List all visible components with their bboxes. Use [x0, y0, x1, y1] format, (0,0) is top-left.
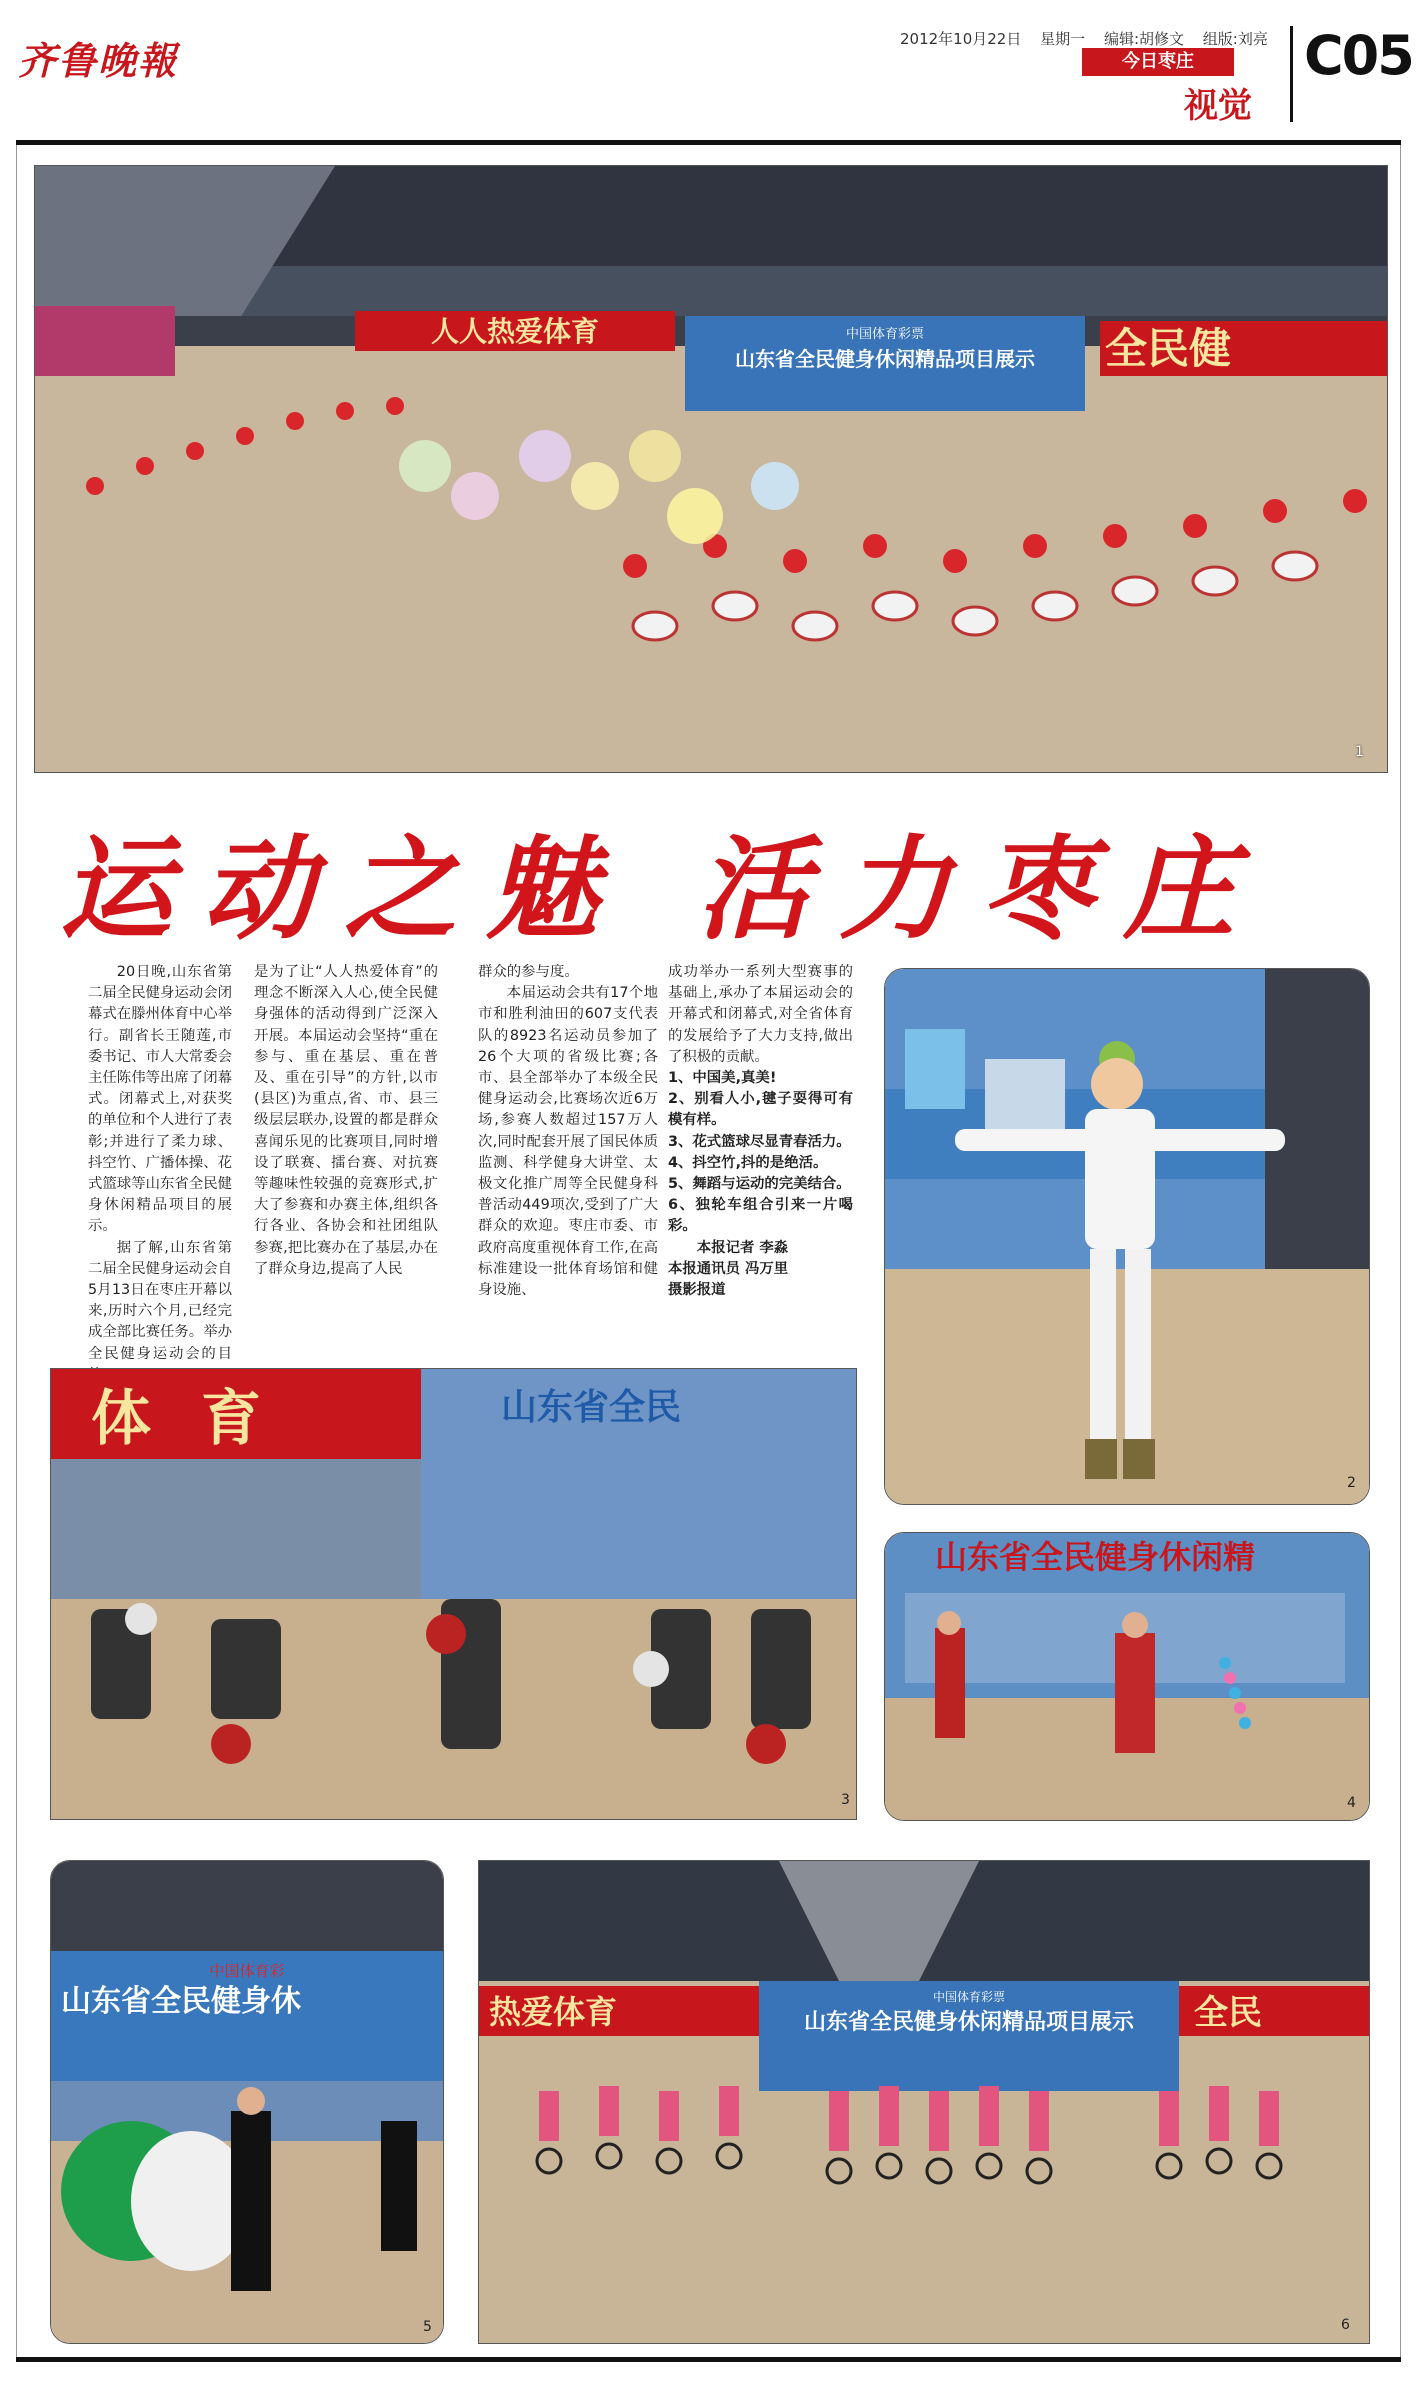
caption-item: 4、抖空竹,抖的是绝活。 — [668, 1154, 828, 1171]
photo-5-banner-top: 中国体育彩 — [209, 1962, 285, 1980]
paragraph: 成功举办一系列大型赛事的基础上,承办了本届运动会的开幕式和闭幕式,对全省体育的发展给予了大力支持,做出了积极的贡献。 — [668, 964, 853, 1065]
photo-unicycle — [478, 1860, 1370, 2344]
caption-item: 5、舞蹈与运动的完美结合。 — [668, 1176, 851, 1193]
caption-item: 6、独轮车组合引来一片喝彩。 — [668, 1197, 853, 1235]
issue-weekday: 星期一 — [1040, 30, 1086, 48]
editor-credit: 编辑:胡修文 — [1103, 30, 1184, 48]
photo-diabolo — [884, 1532, 1370, 1821]
photo-1-banner-right: 全民健 — [1105, 324, 1232, 373]
section-name: 视觉 — [1184, 86, 1252, 126]
photo-ballroom-dance — [50, 1860, 444, 2344]
photo-4-image — [885, 1533, 1369, 1820]
paragraph: 20日晚,山东省第二届全民健身运动会闭幕式在滕州体育中心举行。副省长王随莲,市委书记、市人大常委会主任陈伟等出席了闭幕式。闭幕式上,对获奖的单位和个人进行了表彰;并进行了柔力球、抖空竹、广播体操、花式篮球等山东省全民健身休闲精品项目的展示。 — [88, 964, 232, 1235]
photo-3-image — [51, 1369, 856, 1819]
photo-4-number: 4 — [1347, 1795, 1356, 1811]
photo-6-banner-center-top: 中国体育彩票 — [932, 1990, 1006, 2004]
issue-date: 2012年10月22日 — [900, 30, 1022, 48]
caption-item: 1、中国美,真美! — [668, 1070, 777, 1087]
photo-2-image — [885, 969, 1369, 1504]
paragraph: 据了解,山东省第二届全民健身运动会自5月13日在枣庄开幕以来,历时六个月,已经完成全部比赛任务。举办全民健身运动会的目 — [88, 1239, 232, 1362]
photo-opening-drum-performance — [34, 165, 1388, 773]
dateline — [900, 28, 1282, 49]
photo-4-banner: 山东省全民健身休闲精 — [935, 1538, 1256, 1576]
photo-shuttlecock-boy — [884, 968, 1370, 1505]
photo-6-banner-center: 山东省全民健身休闲精品项目展示 — [803, 2010, 1135, 2035]
photo-3-number: 3 — [841, 1792, 850, 1808]
page-number: C05 — [1304, 24, 1413, 87]
photo-6-banner-right: 全民 — [1194, 1993, 1262, 2033]
newspaper-masthead: 齐鲁晚報 — [18, 38, 179, 83]
photo-1-image — [35, 166, 1387, 772]
photo-6-banner-left: 热爱体育 — [489, 1993, 618, 2031]
photo-1-banner-left: 人人热爱体育 — [430, 315, 600, 348]
photo-1-banner-center-top: 中国体育彩票 — [845, 327, 925, 342]
bottom-rule — [16, 2357, 1401, 2362]
photo-3-banner-right: 山东省全民 — [501, 1387, 682, 1428]
section-tag: 今日枣庄 — [1082, 48, 1234, 76]
photo-3-banner-left: 体育 — [91, 1384, 311, 1454]
headline: 运动之魅 活力枣庄 — [60, 824, 1265, 955]
photo-5-number: 5 — [423, 2319, 432, 2335]
photo-5-image — [51, 1861, 443, 2343]
article-column-1 — [88, 962, 232, 1386]
photo-5-banner: 山东省全民健身休 — [61, 1984, 301, 2019]
caption-item: 3、花式篮球尽显青春活力。 — [668, 1133, 851, 1150]
photo-6-number: 6 — [1341, 2317, 1350, 2333]
byline-correspondent: 本报通讯员 冯万里 — [668, 1260, 789, 1277]
article-column-2 — [254, 962, 438, 1280]
layout-credit: 组版:刘亮 — [1202, 30, 1268, 48]
caption-item: 2、别看人小,毽子耍得可有模有样。 — [668, 1091, 853, 1129]
paragraph: 群众的参与度。 — [478, 964, 579, 980]
article-column-4 — [668, 962, 853, 1301]
photo-1-banner-center: 山东省全民健身休闲精品项目展示 — [735, 347, 1035, 371]
photo-fancy-basketball — [50, 1368, 857, 1820]
header-divider — [1290, 26, 1293, 122]
byline-photo: 摄影报道 — [668, 1282, 726, 1299]
paragraph: 本届运动会共有17个地市和胜利油田的607支代表队的8923名运动员参加了26个大项的省级比赛;各市、县全部举办了本级全民健身运动会,比赛场次近6万场,参赛人数超过157万人次,同时配套开展了国民体质监测、科学健身大讲堂、太极文化推广周等全民健身科普活动449项次,受到了广大群众的欢迎。枣庄市委、市政府高度重视体育工作,在高标准建设一批体育场馆和健身设施、 — [478, 985, 658, 1299]
photo-captions — [668, 1068, 853, 1238]
byline-reporter: 本报记者 李淼 — [696, 1239, 789, 1256]
photo-6-image — [479, 1861, 1369, 2343]
photo-2-number: 2 — [1347, 1475, 1356, 1491]
article-column-3 — [478, 962, 658, 1301]
paragraph: 是为了让“人人热爱体育”的理念不断深入人心,使全民健身强体的活动得到广泛深入开展。本届运动会坚持“重在参与、重在基层、重在普及、重在引导”的方针,以市(县区)为重点,省、市、县三级层层联办,设置的都是群众喜闻乐见的比赛项目,同时增设了联赛、擂台赛、对抗赛等趣味性较强的竞赛形式,扩大了参赛和办赛主体,组织各行各业、各协会和社团组队参赛,把比赛办在了基层,办在了群众身边,提高了人民 — [254, 964, 438, 1277]
photo-1-number: 1 — [1355, 744, 1364, 760]
byline — [668, 1238, 853, 1302]
